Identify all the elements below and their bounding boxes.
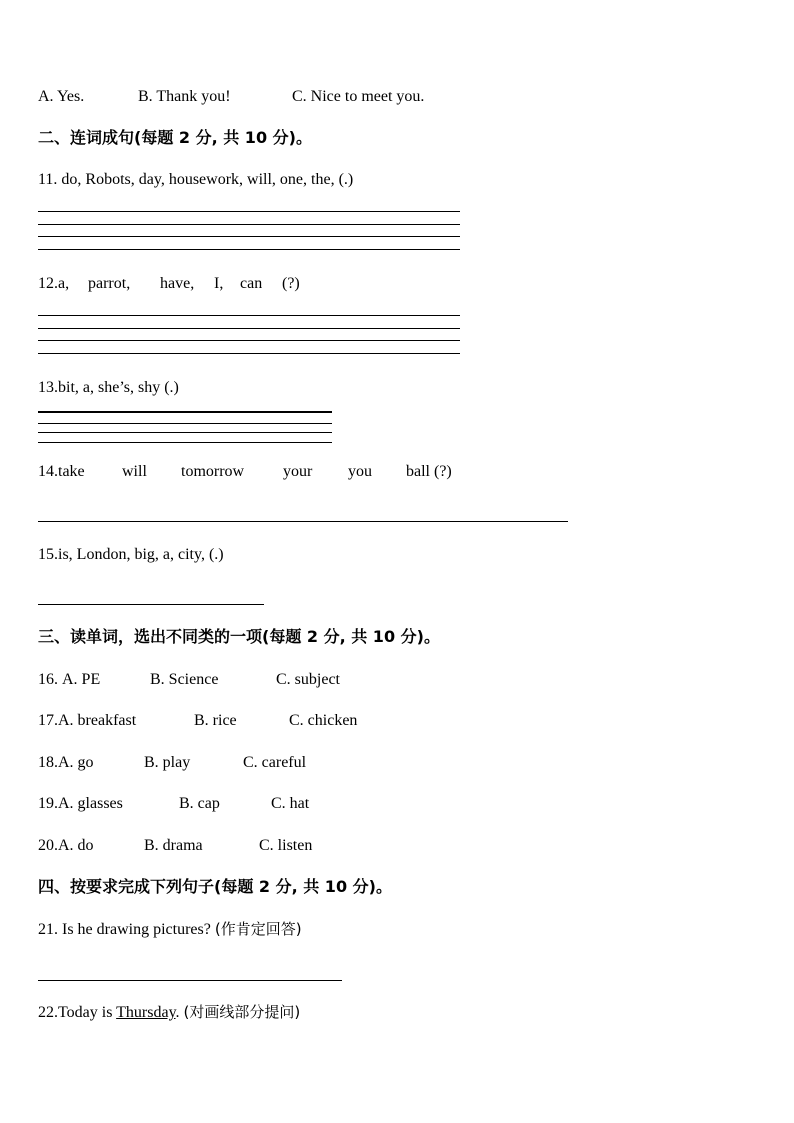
q18-row bbox=[38, 753, 306, 773]
q12-word: I, bbox=[214, 275, 224, 292]
q16-number: 16. bbox=[38, 671, 58, 688]
answer-line bbox=[38, 236, 460, 237]
q14-word: your bbox=[283, 463, 313, 480]
q17-number: 17. bbox=[38, 712, 58, 729]
q10-options bbox=[38, 87, 424, 107]
q22-prefix: 22.Today is bbox=[38, 1004, 117, 1021]
q20-option-a: A. do bbox=[58, 837, 94, 854]
q19-row bbox=[38, 794, 309, 814]
q17-option-b: B. rice bbox=[194, 712, 237, 729]
answer-line bbox=[38, 353, 460, 354]
q21-question: 21. Is he drawing pictures? bbox=[38, 921, 211, 938]
q14-word: will bbox=[122, 463, 147, 480]
q21-text bbox=[38, 919, 302, 940]
answer-line bbox=[38, 980, 342, 981]
q19-number: 19. bbox=[38, 795, 58, 812]
q16-option-c: C. subject bbox=[276, 671, 340, 688]
q20-row bbox=[38, 836, 312, 856]
q13-text: 13.bit, a, she’s, shy (.) bbox=[38, 379, 179, 396]
q17-row bbox=[38, 711, 357, 731]
q18-option-c: C. careful bbox=[243, 754, 307, 771]
answer-line bbox=[38, 211, 460, 212]
q15-text: 15.is, London, big, a, city, (.) bbox=[38, 546, 224, 563]
q14-word: you bbox=[348, 463, 372, 480]
q12-word: (?) bbox=[282, 275, 300, 292]
q19-option-b: B. cap bbox=[179, 795, 220, 812]
answer-line bbox=[38, 340, 460, 341]
answer-line bbox=[38, 328, 460, 329]
q14-word: tomorrow bbox=[181, 463, 245, 480]
q20-option-c: C. listen bbox=[259, 837, 313, 854]
answer-line bbox=[38, 249, 460, 250]
q19-option-a: A. glasses bbox=[58, 795, 123, 812]
q18-option-a: A. go bbox=[58, 754, 94, 771]
q16-option-b: B. Science bbox=[150, 671, 219, 688]
q17-option-c: C. chicken bbox=[289, 712, 358, 729]
q22-suffix: . bbox=[175, 1004, 184, 1021]
answer-line bbox=[38, 411, 332, 413]
q14-word: ball (?) bbox=[406, 463, 452, 480]
section2-heading: 二、连词成句(每题 2 分, 共 10 分)。 bbox=[38, 128, 312, 147]
q12-word: 12.a, bbox=[38, 275, 70, 292]
answer-line bbox=[38, 315, 460, 316]
q10-option-b: B. Thank you! bbox=[138, 88, 231, 105]
answer-line bbox=[38, 423, 332, 424]
q10-option-a: A. Yes. bbox=[38, 88, 85, 105]
q10-option-c: C. Nice to meet you. bbox=[292, 88, 425, 105]
answer-line bbox=[38, 521, 568, 522]
q11-text: 11. do, Robots, day, housework, will, one, the, (.) bbox=[38, 171, 354, 188]
q14-word: 14.take bbox=[38, 463, 85, 480]
q12-word: can bbox=[240, 275, 263, 292]
q22-underlined-word: Thursday bbox=[116, 1004, 176, 1021]
q12-word: parrot, bbox=[88, 275, 131, 292]
q17-option-a: A. breakfast bbox=[58, 712, 137, 729]
q19-option-c: C. hat bbox=[271, 795, 310, 812]
q22-hint: (对画线部分提问) bbox=[183, 1003, 301, 1021]
section3-heading: 三、读单词，选出不同类的一项(每题 2 分, 共 10 分)。 bbox=[38, 627, 440, 646]
answer-line bbox=[38, 442, 332, 443]
q18-number: 18. bbox=[38, 754, 58, 771]
q16-row bbox=[38, 670, 340, 690]
q20-option-b: B. drama bbox=[144, 837, 203, 854]
q22-text bbox=[38, 1002, 300, 1023]
q16-option-a: A. PE bbox=[62, 671, 101, 688]
q12-text bbox=[38, 274, 300, 294]
answer-line bbox=[38, 604, 264, 605]
section4-heading: 四、按要求完成下列句子(每题 2 分, 共 10 分)。 bbox=[38, 877, 392, 896]
answer-line bbox=[38, 432, 332, 433]
q12-word: have, bbox=[160, 275, 195, 292]
q21-hint: (作肯定回答) bbox=[214, 920, 302, 938]
q18-option-b: B. play bbox=[144, 754, 191, 771]
answer-line bbox=[38, 224, 460, 225]
q14-text bbox=[38, 462, 452, 482]
q20-number: 20. bbox=[38, 837, 58, 854]
